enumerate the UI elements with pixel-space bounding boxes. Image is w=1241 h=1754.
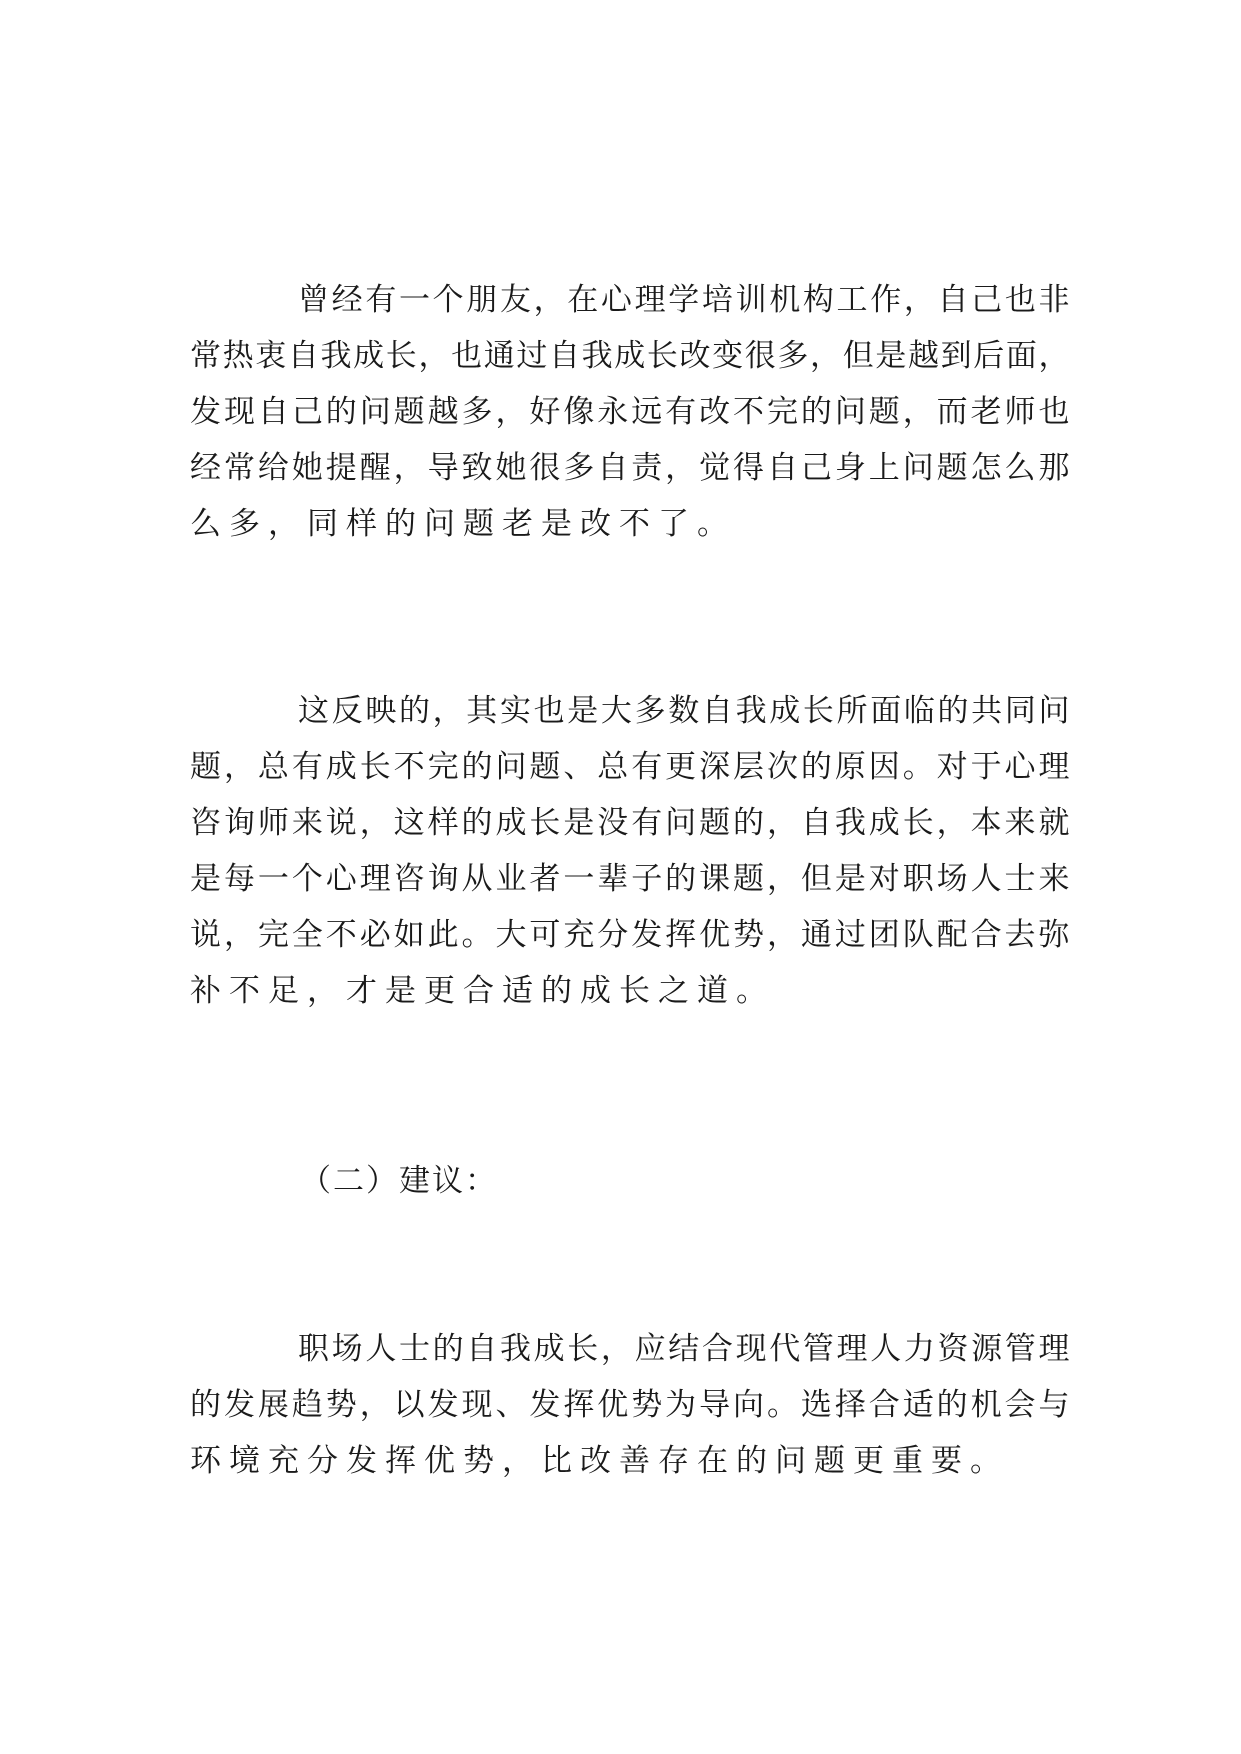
paragraph-line: 咨询师来说，这样的成长是没有问题的，自我成长，本来就 [190,805,1070,841]
paragraph-line: 曾经有一个朋友，在心理学培训机构工作，自己也非 [298,282,1070,318]
paragraph-line: 常热衷自我成长，也通过自我成长改变很多，但是越到后面， [190,338,1070,374]
paragraph-line: 这反映的，其实也是大多数自我成长所面临的共同问 [298,693,1070,729]
paragraph-line: 么多，同样的问题老是改不了。 [190,506,736,542]
paragraph-friend-story [190,272,1070,552]
paragraph-line: 题，总有成长不完的问题、总有更深层次的原因。对于心理 [190,749,1070,785]
paragraph-line: 说，完全不必如此。大可充分发挥优势，通过团队配合去弥 [190,917,1070,953]
paragraph-line: 是每一个心理咨询从业者一辈子的课题，但是对职场人士来 [190,861,1070,897]
paragraph-line: 职场人士的自我成长，应结合现代管理人力资源管理 [298,1331,1070,1367]
paragraph-line: 环境充分发挥优势，比改善存在的问题更重要。 [190,1443,1009,1479]
paragraph-common-problem [190,683,1070,1019]
paragraph-line: 经常给她提醒，导致她很多自责，觉得自己身上问题怎么那 [190,450,1070,486]
paragraph-line: 补不足，才是更合适的成长之道。 [190,973,775,1009]
paragraph-line: 的发展趋势，以发现、发挥优势为导向。选择合适的机会与 [190,1387,1070,1423]
paragraph-line: 发现自己的问题越多，好像永远有改不完的问题，而老师也 [190,394,1070,430]
section-heading: （二）建议： [300,1163,498,1199]
paragraph-suggestion [190,1321,1070,1489]
